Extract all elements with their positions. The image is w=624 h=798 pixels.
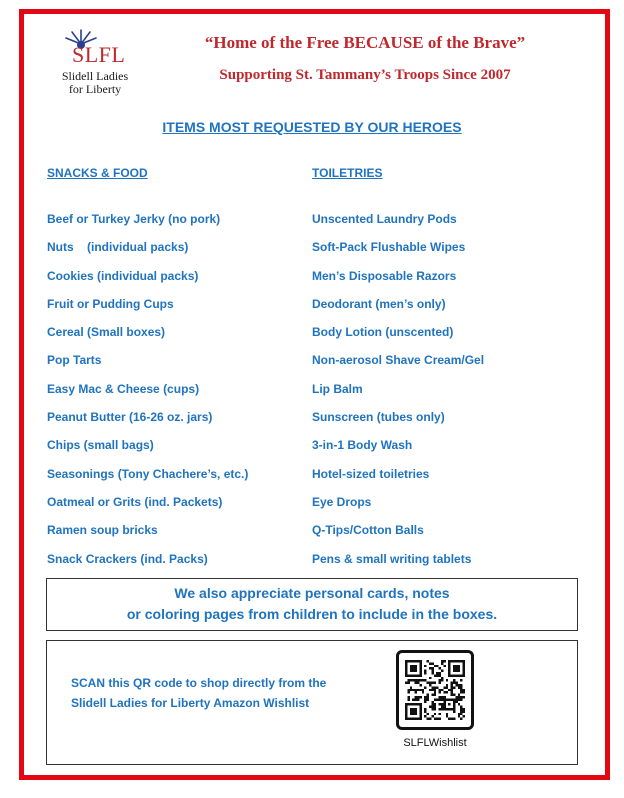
list-item: 3-in-1 Body Wash (312, 438, 413, 453)
list-item: Nuts (individual packs) (47, 240, 189, 255)
toiletries-list (312, 210, 484, 578)
list-item: Body Lotion (unscented) (312, 325, 454, 340)
list-item: Q-Tips/Cotton Balls (312, 523, 424, 538)
list-item: Sunscreen (tubes only) (312, 410, 445, 425)
list-item: Lip Balm (312, 381, 363, 396)
list-item: Chips (small bags) (47, 438, 154, 453)
qr-section (46, 640, 578, 765)
list-item: Fruit or Pudding Cups (47, 296, 174, 311)
qr-instructions (71, 673, 371, 713)
list-item: Soft-Pack Flushable Wipes (312, 240, 466, 255)
appreciation-note (46, 578, 578, 631)
list-item: Easy Mac & Cheese (cups) (47, 381, 200, 396)
section-title: ITEMS MOST REQUESTED BY OUR HEROES (162, 119, 462, 135)
list-item: Pop Tarts (47, 353, 102, 368)
list-item: Non-aerosol Shave Cream/Gel (312, 353, 485, 368)
snacks-list (47, 210, 248, 578)
list-item: Eye Drops (312, 494, 372, 509)
qr-text-line2: Slidell Ladies for Liberty Amazon Wishlist (71, 696, 310, 710)
snacks-heading: SNACKS & FOOD (47, 166, 148, 180)
note-line1: We also appreciate personal cards, notes (174, 585, 450, 601)
qr-code-icon (405, 659, 465, 721)
list-item: Ramen soup bricks (47, 523, 158, 538)
list-item: Deodorant (men’s only) (312, 296, 446, 311)
list-item: Oatmeal or Grits (ind. Packets) (47, 494, 223, 509)
note-line2: or coloring pages from children to include in the boxes. (126, 606, 498, 622)
toiletries-column (312, 164, 484, 578)
list-item: Men’s Disposable Razors (312, 268, 457, 283)
list-item: Snack Crackers (ind. Packs) (47, 551, 208, 566)
snacks-column (47, 164, 248, 578)
list-item: Hotel-sized toiletries (312, 466, 430, 481)
list-item: Pens & small writing tablets (312, 551, 472, 566)
list-item: Peanut Butter (16-26 oz. jars) (47, 410, 213, 425)
qr-caption: SLFLWishlist (403, 737, 467, 749)
list-item: Seasonings (Tony Chachere’s, etc.) (47, 466, 249, 481)
list-item: Unscented Laundry Pods (312, 212, 457, 226)
headline: “Home of the Free BECAUSE of the Brave” (204, 33, 526, 52)
toiletries-heading: TOILETRIES (312, 166, 383, 180)
list-item: Cereal (Small boxes) (47, 325, 166, 340)
logo-name-line1: Slidell Ladies (61, 69, 129, 83)
qr-text-line1: SCAN this QR code to shop directly from the (71, 676, 327, 690)
list-item: Beef or Turkey Jerky (no pork) (47, 212, 221, 226)
logo-organization-name (50, 70, 140, 96)
logo-abbreviation: SLFL (72, 42, 126, 67)
list-item: Cookies (individual packs) (47, 268, 199, 283)
qr-code[interactable] (396, 650, 474, 730)
logo-name-line2: for Liberty (68, 82, 122, 96)
subheadline: Supporting St. Tammany’s Troops Since 2007 (219, 67, 511, 83)
